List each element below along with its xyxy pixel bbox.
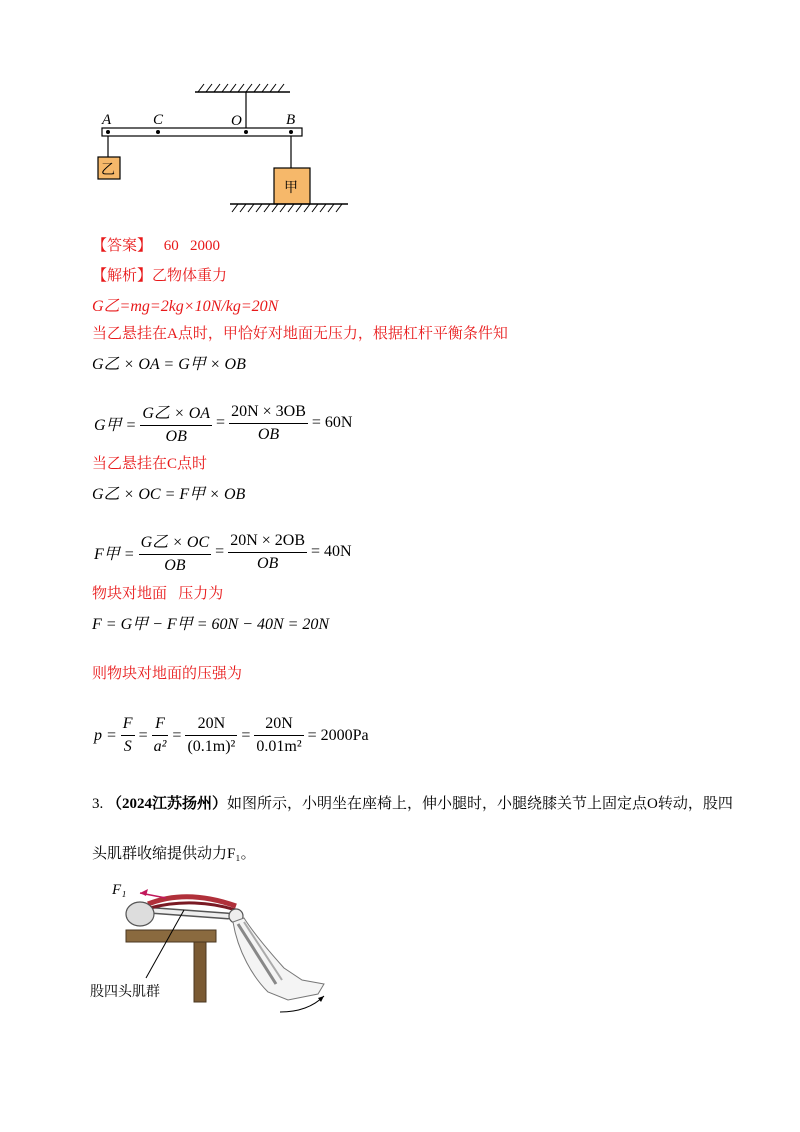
eq2-result: = 60N [311,414,353,431]
eq6-frac-1: $\frac{F}{S}$ [122,715,133,755]
point-c-label: C [153,112,164,128]
equation-2: G甲 = $\frac{\text{G乙 × OA}}{OB}$ = $\frac{20N \times 3OB}{OB}$ = 60N [92,400,354,446]
analysis-tag: 【解析】 [92,268,153,284]
question-3-source: （2024江苏扬州） [107,796,228,812]
block-jia-label: 甲 [284,180,298,196]
question-3-text-2: 头肌群收缩提供动力F₁。 [92,846,256,862]
leg-muscle-figure [88,872,338,1022]
text-pressure: 则物块对地面的压强为 [92,666,243,682]
point-o-label: O [231,113,242,129]
answer-values: 60 2000 [163,238,221,254]
block-yi-label: 乙 [101,162,115,178]
equation-4: F甲 = $\frac{\text{G乙 × OC}}{OB}$ = $\frac{20N \times 2OB}{OB}$ = 40N [92,529,354,575]
lever-figure [90,80,360,220]
eq2-frac-1: $\frac{\text{G乙 × OA}}{OB}$ [140,400,212,446]
text-point-c: 当乙悬挂在C点时 [92,456,208,472]
text-point-a: 当乙悬挂在A点时，甲恰好对地面无压力，根据杠杆平衡条件知 [92,326,508,342]
point-b-label: B [286,112,296,128]
eq4-lhs: F甲 = [94,545,135,563]
eq6-frac-4: $\frac{20N}{\text{0.01m²}}$ [256,715,302,755]
equation-5: F = G甲 − F甲 = 60N − 40N = 20N [92,616,330,633]
g-yi-formula: G乙=mg=2kg×10N/kg=20N [92,298,279,315]
eq6-frac-3: $\frac{20N}{\text{(0.1m)²}}$ [187,715,236,755]
analysis-intro: 乙物体重力 [152,268,228,284]
eq6-lhs: p = [94,726,117,744]
equation-1: G乙 × OA = G甲 × OB [92,356,246,373]
equation-3: G乙 × OC = F甲 × OB [92,486,246,503]
eq2-lhs: G甲 = [94,416,137,434]
question-3-text-1: 如图所示，小明坐在座椅上，伸小腿时，小腿绕膝关节上固定点O转动，股四 [227,796,733,812]
force-f1-label: F₁ [112,882,127,898]
text-pressure-force: 物块对地面 压力为 [92,586,224,602]
eq4-frac-2: $\frac{20N \times 2OB}{OB}$ [230,531,306,572]
eq2-frac-2: $\frac{20N \times 3OB}{OB}$ [231,402,306,443]
equation-6: p = $\frac{F}{S}$ = $\frac{F}{\text{a²}}$ = $\frac{20N}{\text{(0.1m)²}}$ = $\frac{20N}{\text{0.01m²}}$ = 2000Pa [94,715,369,755]
eq4-result: = 40N [311,543,352,560]
question-3-line-1 [92,792,733,813]
eq6-frac-2: $\frac{F}{\text{a²}}$ [153,715,167,755]
answer-tag: 【答案】 [92,238,153,254]
eq6-result: = 2000Pa [307,726,369,744]
question-3-number: 3. [92,796,104,812]
analysis-line [92,264,227,285]
muscle-label: 股四头肌群 [90,984,160,1000]
answer-line [92,234,220,255]
eq4-frac-1: $\frac{\text{G乙 × OC}}{OB}$ [139,529,212,575]
point-a-label: A [102,112,112,128]
